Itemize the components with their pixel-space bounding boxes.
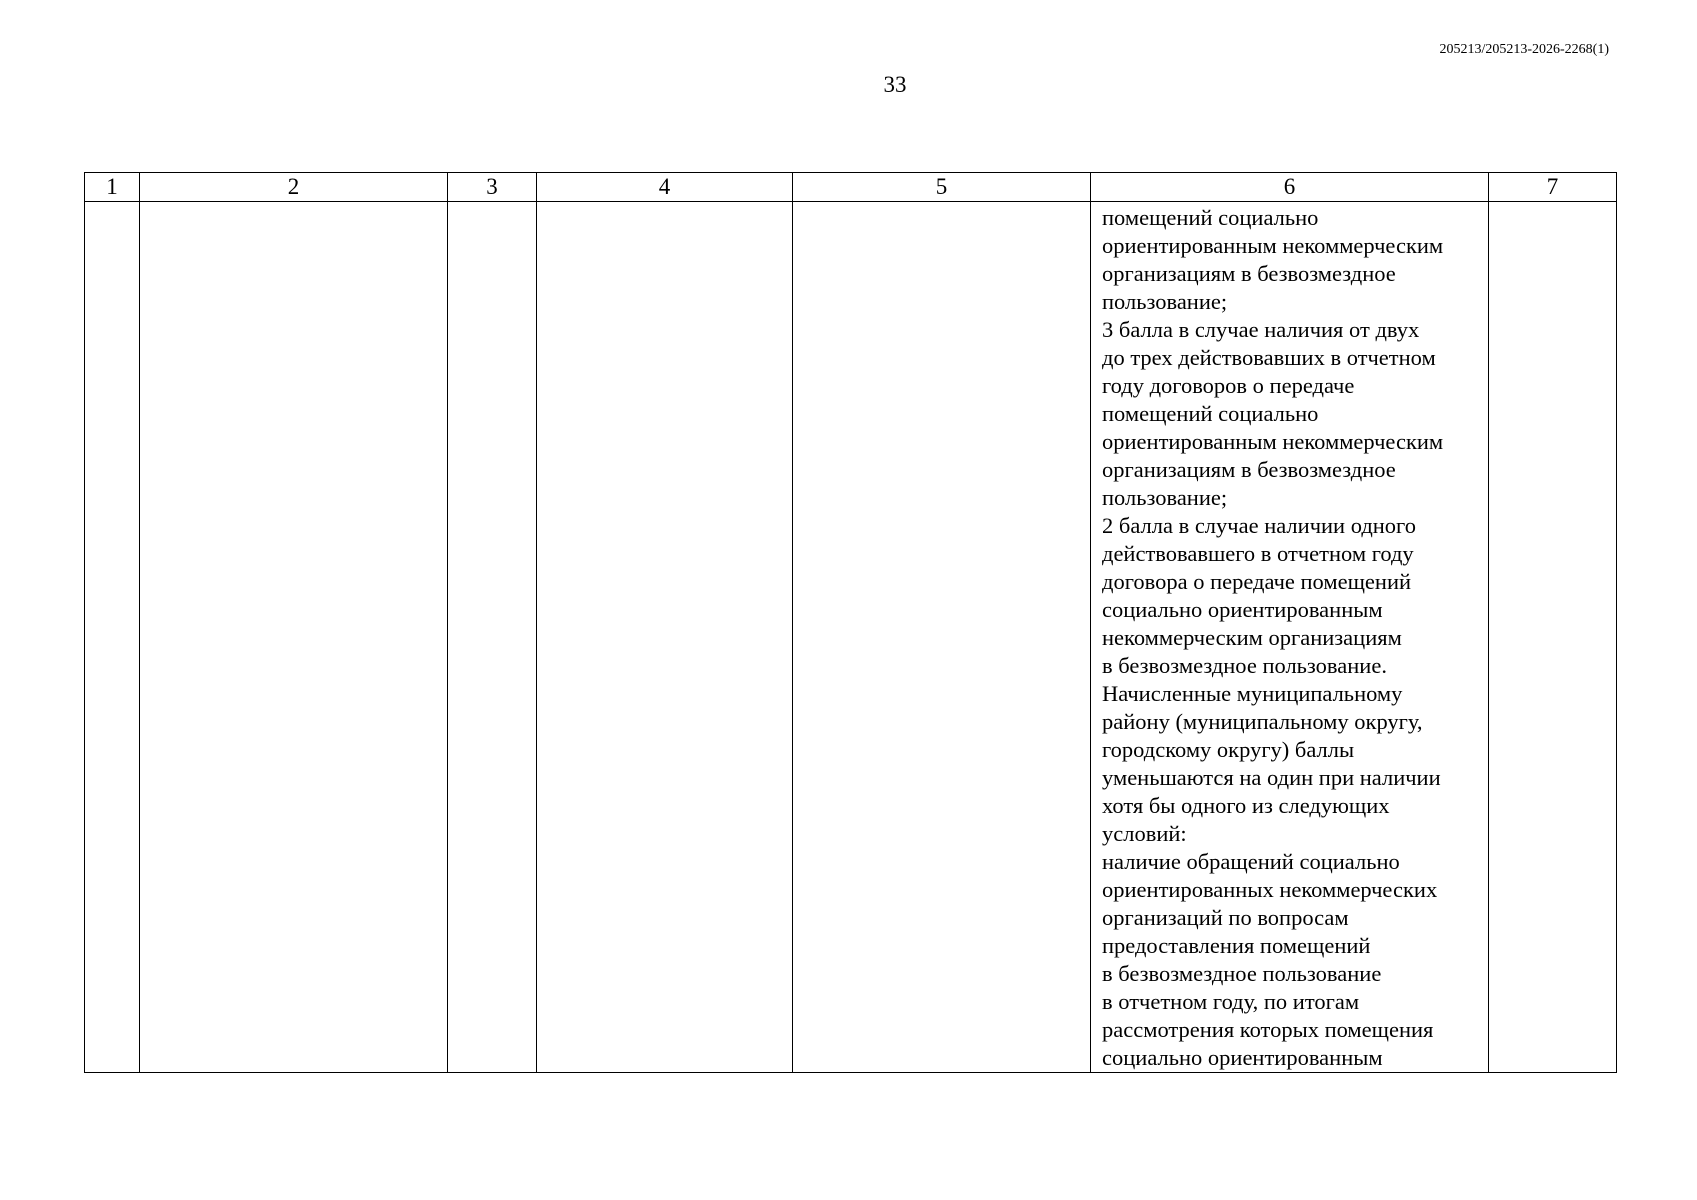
column-header-4: 4 [537, 173, 793, 202]
column-header-7: 7 [1489, 173, 1617, 202]
page-number: 33 [883, 72, 907, 97]
criteria-table [84, 172, 1617, 1073]
column-header-1: 1 [85, 173, 140, 202]
document-id: 205213/205213-2026-2268(1) [1439, 42, 1609, 57]
cell-col1 [85, 202, 140, 1073]
column-header-2: 2 [140, 173, 448, 202]
cell-col2 [140, 202, 448, 1073]
criteria-text: помещений социально ориентированным некоммерческим организациям в безвозмездное пользование; 3 балла в случае наличия от двух до трех действовавших в отчетном году договоров о передаче помещений социально ориентированным некоммерческим организациям в безвозмездное пользование; 2 балла в случае наличии одного действовавшего в отчетном году договора о передаче помещений социально ориентированным некоммерческим организациям в безвозмездное пользование. Начисленные муниципальному району (муниципальному округу, городскому округу) баллы уменьшаются на один при наличии хотя бы одного из следующих условий: наличие обращений социально ориентированных некоммерческих организаций по вопросам предоставления помещений в безвозмездное пользование в отчетном году, по итогам рассмотрения которых помещения социально ориентированным [1102, 205, 1444, 1070]
cell-col4 [537, 202, 793, 1073]
cell-col7 [1489, 202, 1617, 1073]
cell-col6 [1091, 202, 1489, 1073]
column-number-row [85, 173, 1617, 202]
cell-col3 [448, 202, 537, 1073]
column-header-3: 3 [448, 173, 537, 202]
column-header-5: 5 [793, 173, 1091, 202]
table-row [85, 202, 1617, 1073]
column-header-6: 6 [1091, 173, 1489, 202]
cell-col5 [793, 202, 1091, 1073]
